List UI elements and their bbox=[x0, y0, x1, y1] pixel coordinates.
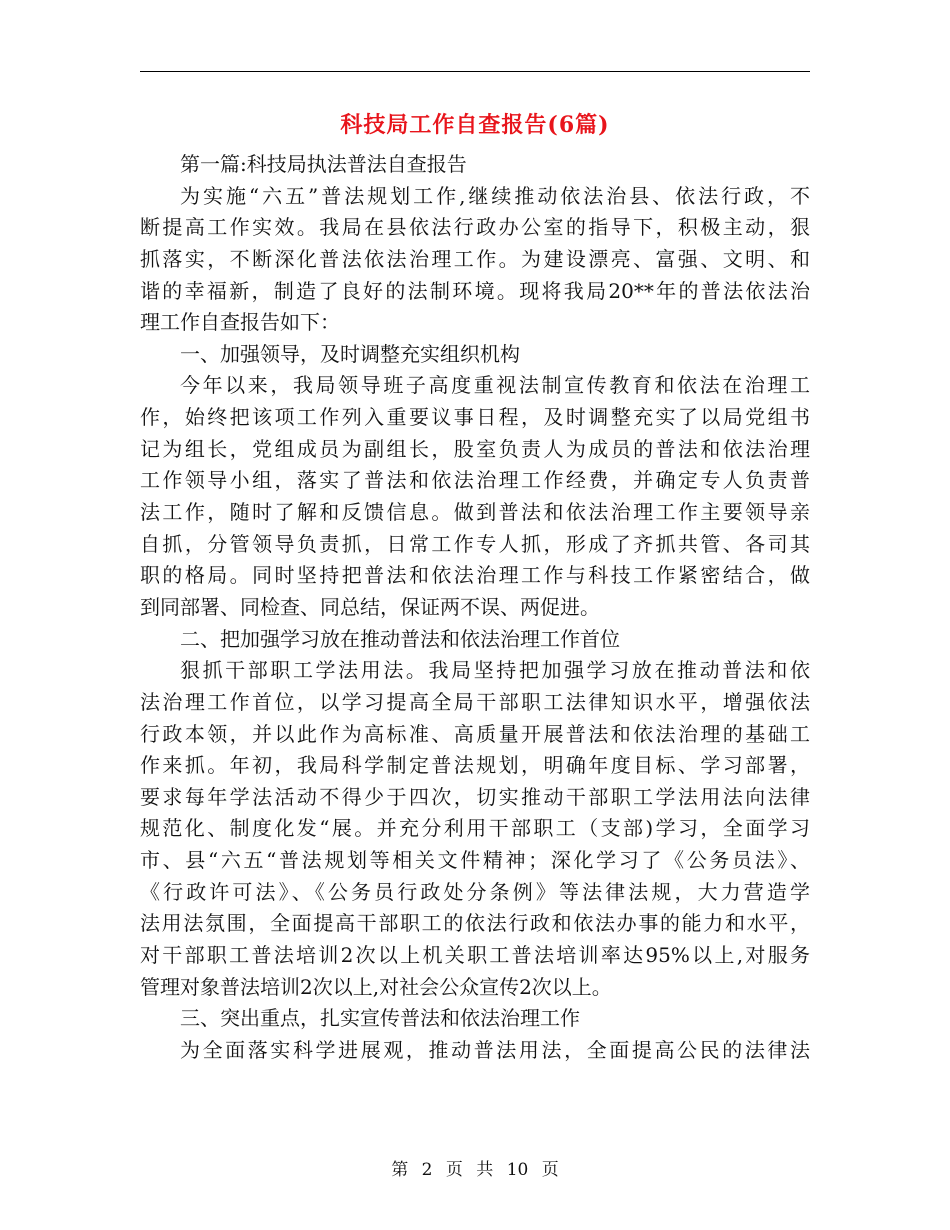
paragraph-line: 法治理工作首位，以学习提高全局干部职工法律知识水平，增强依法 bbox=[140, 689, 810, 714]
document-title: 科技局工作自查报告(6篇) bbox=[340, 112, 610, 138]
section-heading-1: 一、加强领导，及时调整充实组织机构 bbox=[180, 341, 520, 366]
paragraph-line: 法工作，随时了解和反馈信息。做到普法和依法治理工作主要领导亲 bbox=[140, 500, 810, 525]
paragraph-line: 谐的幸福新，制造了良好的法制环境。现将我局20**年的普法依法治 bbox=[140, 278, 810, 303]
paragraph-line: 作来抓。年初，我局科学制定普法规划，明确年度目标、学习部署， bbox=[140, 753, 810, 778]
paragraph-line: 对干部职工普法培训2次以上机关职工普法培训率达95%以上,对服务 bbox=[140, 943, 810, 968]
paragraph-line: 作，始终把该项工作列入重要议事日程，及时调整充实了以局党组书 bbox=[140, 405, 810, 430]
section-heading-3: 三、突出重点，扎实宣传普法和依法治理工作 bbox=[180, 1006, 580, 1031]
section-heading-part-one: 第一篇:科技局执法普法自查报告 bbox=[180, 152, 467, 176]
paragraph-line: 行政本领，并以此作为高标准、高质量开展普法和依法治理的基础工 bbox=[140, 721, 810, 746]
paragraph-line: 狠抓干部职工学法用法。我局坚持把加强学习放在推动普法和依 bbox=[180, 658, 810, 683]
header-rule bbox=[140, 71, 810, 72]
paragraph-line: 断提高工作实效。我局在县依法行政办公室的指导下，积极主动，狠 bbox=[140, 215, 810, 240]
page-number-footer: 第 2 页 共 10 页 bbox=[391, 1160, 559, 1180]
document-body bbox=[140, 149, 820, 1067]
paragraph-line: 《行政许可法》、《公务员行政处分条例》等法律法规，大力营造学 bbox=[140, 879, 810, 904]
section-heading-2: 二、把加强学习放在推动普法和依法治理工作首位 bbox=[180, 626, 620, 651]
paragraph-line: 抓落实，不断深化普法依法治理工作。为建设漂亮、富强、文明、和 bbox=[140, 246, 810, 271]
paragraph-line: 为全面落实科学进展观，推动普法用法，全面提高公民的法律法 bbox=[180, 1037, 810, 1062]
paragraph-line: 今年以来，我局领导班子高度重视法制宣传教育和依法在治理工 bbox=[180, 373, 810, 398]
paragraph-line: 理工作自查报告如下： bbox=[140, 310, 340, 335]
paragraph-line: 为实施“六五”普法规划工作,继续推动依法治县、依法行政，不 bbox=[180, 183, 810, 208]
paragraph-line: 记为组长，党组成员为副组长，股室负责人为成员的普法和依法治理 bbox=[140, 436, 810, 461]
paragraph-line: 市、县“六五“普法规划等相关文件精神；深化学习了《公务员法》、 bbox=[140, 848, 810, 873]
paragraph-line: 管理对象普法培训2次以上,对社会公众宣传2次以上。 bbox=[140, 974, 612, 999]
paragraph-line: 工作领导小组，落实了普法和依法治理工作经费，并确定专人负责普 bbox=[140, 468, 810, 493]
paragraph-line: 法用法氛围，全面提高干部职工的依法行政和依法办事的能力和水平， bbox=[140, 911, 810, 936]
paragraph-line: 规范化、制度化发“展。并充分利用干部职工（支部)学习，全面学习 bbox=[140, 816, 810, 841]
paragraph-line: 自抓，分管领导负责抓，日常工作专人抓，形成了齐抓共管、各司其 bbox=[140, 531, 810, 556]
paragraph-line: 到同部署、同检查、同总结，保证两不误、两促进。 bbox=[140, 594, 600, 619]
paragraph-line: 职的格局。同时坚持把普法和依法治理工作与科技工作紧密结合，做 bbox=[140, 563, 810, 588]
paragraph-line: 要求每年学法活动不得少于四次，切实推动干部职工学法用法向法律 bbox=[140, 784, 810, 809]
